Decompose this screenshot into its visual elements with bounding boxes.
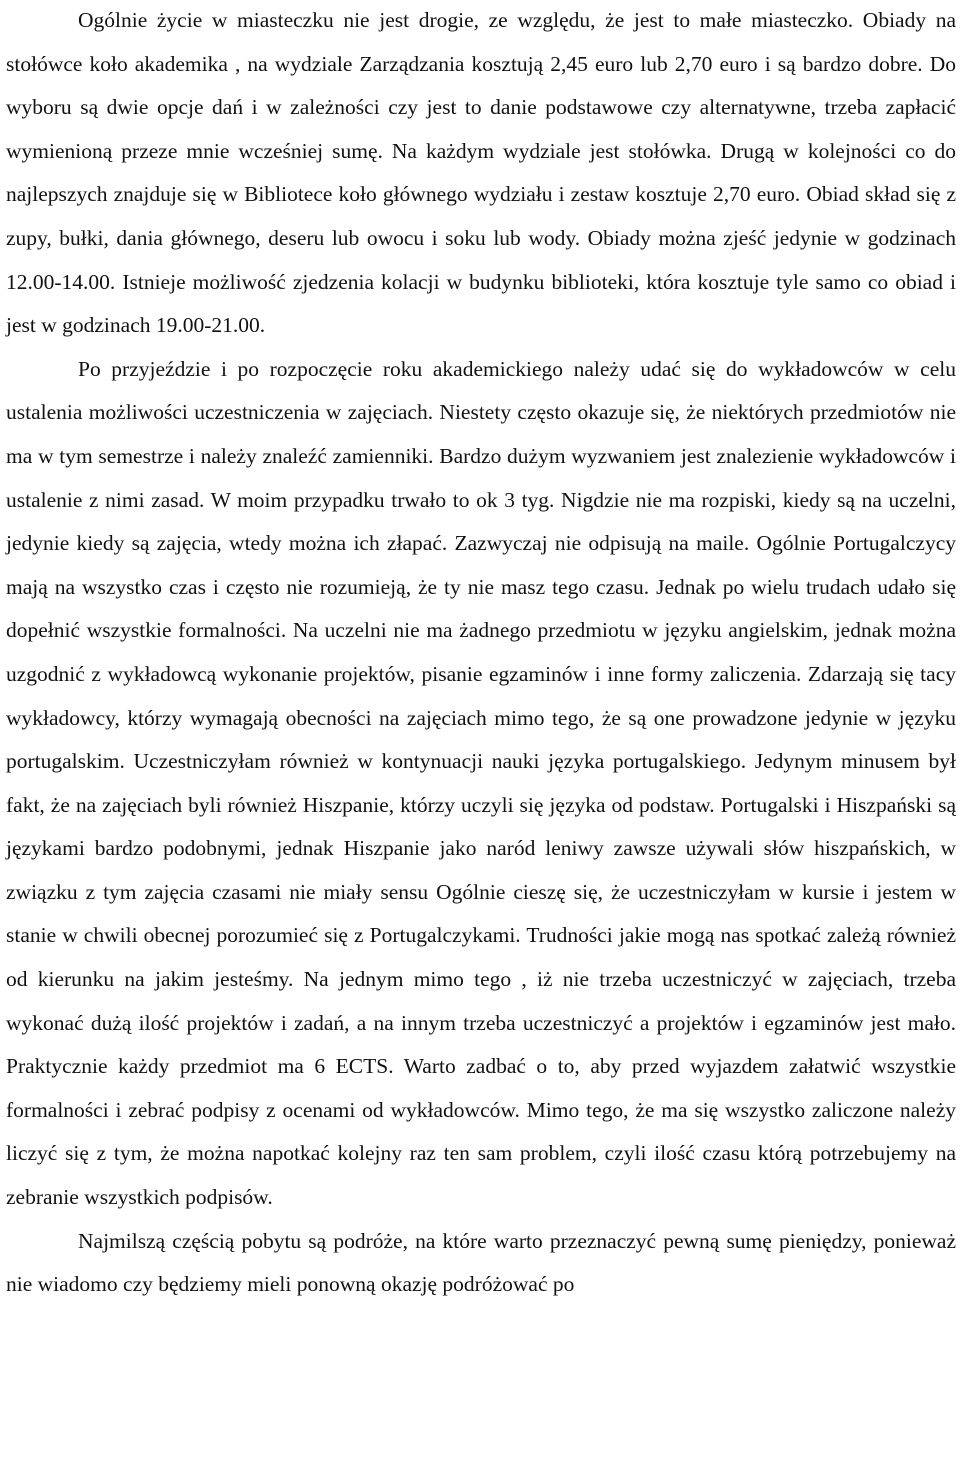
paragraph-cafeteria-costs: Ogólnie życie w miasteczku nie jest drogie, ze względu, że jest to małe miasteczko. Obiady na stołówce koło akademika , na wydziale Zarządzania kosztują 2,45 euro lub 2,70 euro i są bardzo dobre. Do wyboru są dwie opcje dań i w zależności czy jest to danie podstawowe czy alternatywne, trzeba zapłacić wymienioną przeze mnie wcześniej sumę. Na każdym wydziale jest stołówka. Drugą w kolejności co do najlepszych znajduje się w Bibliotece koło głównego wydziału i zestaw kosztuje 2,70 euro. Obiad skład się z zupy, bułki, dania głównego, deseru lub owocu i soku lub wody. Obiady można zjeść jedynie w godzinach 12.00-14.00. Istnieje możliwość zjedzenia kolacji w budynku biblioteki, która kosztuje tyle samo co obiad i jest w godzinach 19.00-21.00. — [6, 8, 956, 338]
paragraph-courses-and-lecturers: Po przyjeździe i po rozpoczęcie roku akademickiego należy udać się do wykładowców w celu ustalenia możliwości uczestniczenia w zajęciach. Niestety często okazuje się, że niektórych przedmiotów nie ma w tym semestrze i należy znaleźć zamienniki. Bardzo dużym wyzwaniem jest znalezienie wykładowców i ustalenie z nimi zasad. W moim przypadku trwało to ok 3 tyg. Nigdzie nie ma rozpiski, kiedy są na uczelni, jedynie kiedy są zajęcia, wtedy można ich złapać. Zazwyczaj nie odpisują na maile. Ogólnie Portugalczycy mają na wszystko czas i często nie rozumieją, że ty nie masz tego czasu. Jednak po wielu trudach udało się dopełnić wszystkie formalności. Na uczelni nie ma żadnego przedmiotu w języku angielskim, jednak można uzgodnić z wykładowcą wykonanie projektów, pisanie egzaminów i inne formy zaliczenia. Zdarzają się tacy wykładowcy, którzy wymagają obecności na zajęciach mimo tego, że są one prowadzone jedynie w języku portugalskim. Uczestniczyłam również w kontynuacji nauki języka portugalskiego. Jedynym minusem był fakt, że na zajęciach byli również Hiszpanie, którzy uczyli się języka od podstaw. Portugalski i Hiszpański są językami bardzo podobnymi, jednak Hiszpanie jako naród leniwy zawsze używali słów hiszpańskich, w związku z tym zajęcia czasami nie miały sensu Ogólnie cieszę się, że uczestniczyłam w kursie i jestem w stanie w chwili obecnej porozumieć się z Portugalczykami. Trudności jakie mogą nas spotkać zależą również od kierunku na jakim jesteśmy. Na jednym mimo tego , iż nie trzeba uczestniczyć w zajęciach, trzeba wykonać dużą ilość projektów i zadań, a na innym trzeba uczestniczyć a projektów i egzaminów jest mało. Praktycznie każdy przedmiot ma 6 ECTS. Warto zadbać o to, aby przed wyjazdem załatwić wszystkie formalności i zebrać podpisy z ocenami od wykładowców. Mimo tego, że ma się wszystko zaliczone należy liczyć się z tym, że można napotkać kolejny raz ten sam problem, czyli ilość czasu którą potrzebujemy na zebranie wszystkich podpisów. — [6, 356, 956, 1210]
paragraph-travel: Najmilszą częścią pobytu są podróże, na które warto przeznaczyć pewną sumę pieniędzy, ponieważ nie wiadomo czy będziemy mieli ponowną okazję podróżować po — [6, 1228, 956, 1297]
document-page — [6, 0, 956, 1307]
